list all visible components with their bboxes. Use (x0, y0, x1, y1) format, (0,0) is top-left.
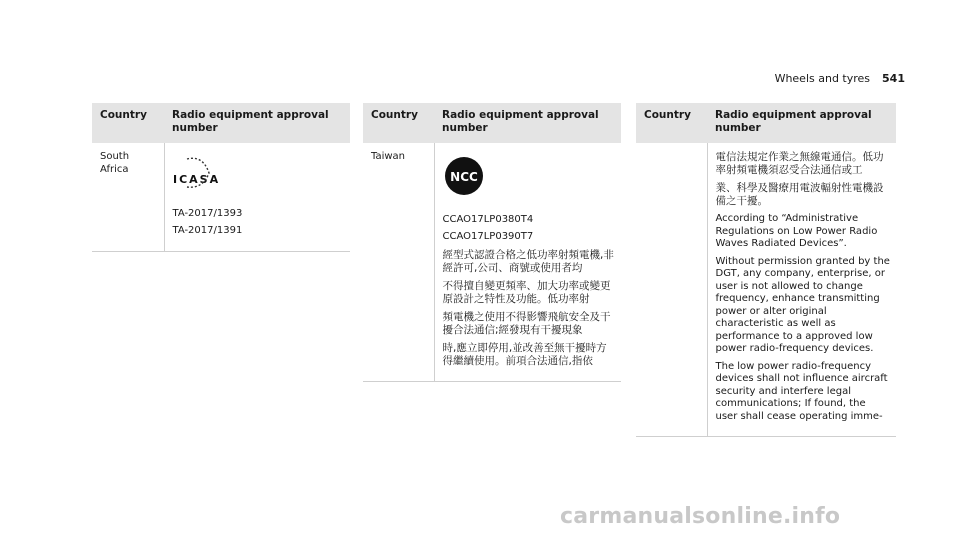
approval-number: TA-2017/1393 (172, 207, 243, 219)
section-title: Wheels and tyres (774, 72, 871, 85)
approval-cell (164, 143, 350, 251)
icasa-logo (173, 155, 345, 196)
notice-paragraph: 不得擅自變更頻率、加大功率或變更原設計之特性及功能。低功率射 (442, 279, 611, 305)
table-taiwan-continued (636, 103, 896, 437)
icasa-logo-text: ICASA (172, 173, 220, 186)
country-cell-empty (636, 143, 707, 437)
approval-number: TA-2017/1391 (172, 225, 243, 236)
country-cell: Taiwan (363, 143, 434, 381)
approval-header: Radio equipment approval number (434, 103, 621, 143)
approval-number: CCAO17LP0380T4 (442, 213, 534, 225)
page-header (775, 72, 905, 85)
table-taiwan (363, 103, 621, 382)
watermark: carmanualsonline.info (560, 504, 841, 529)
table-south-africa (92, 103, 350, 252)
ncc-logo-text: NCC (449, 170, 478, 184)
page-number: 541 (882, 72, 905, 85)
notice-paragraph: The low power radio-frequency devices shall not influence aircraft security and interfere legal communications; If found, the user shall cease operating imme- (715, 360, 888, 422)
notice-paragraph: 頻電機之使用不得影響飛航安全及干擾合法通信;經發現有干擾現象 (442, 310, 611, 336)
country-header: Country (636, 103, 707, 143)
country-cell: South Africa (92, 143, 164, 251)
approval-header: Radio equipment approval number (707, 103, 896, 143)
approval-header: Radio equipment approval number (164, 103, 350, 143)
notice-paragraph: 經型式認證合格之低功率射頻電機,非經許可,公司、商號或使用者均 (442, 248, 614, 274)
approval-cell (434, 143, 621, 381)
country-header: Country (92, 103, 164, 143)
approval-cell (707, 143, 896, 437)
country-header: Country (363, 103, 434, 143)
notice-paragraph: Without permission granted by the DGT, any company, enterprise, or user is not allowed to change frequency, enhance transmitting power or alter original characteristic as well as performance to a approved low power radio-frequency devices. (715, 255, 890, 354)
notice-paragraph: According to “Administrative Regulations on Low Power Radio Waves Radiated Devices”. (715, 213, 878, 249)
notice-paragraph: 業、科學及醫療用電波輻射性電機設備之干擾。 (715, 182, 884, 207)
approval-number: CCAO17LP0390T7 (442, 231, 534, 242)
ncc-logo (443, 155, 616, 202)
notice-paragraph: 時,應立即停用,並改善至無干擾時方得繼續使用。前項合法通信,指依 (442, 341, 607, 367)
notice-paragraph: 電信法規定作業之無線電通信。低功率射頻電機須忍受合法通信或工 (715, 151, 884, 176)
